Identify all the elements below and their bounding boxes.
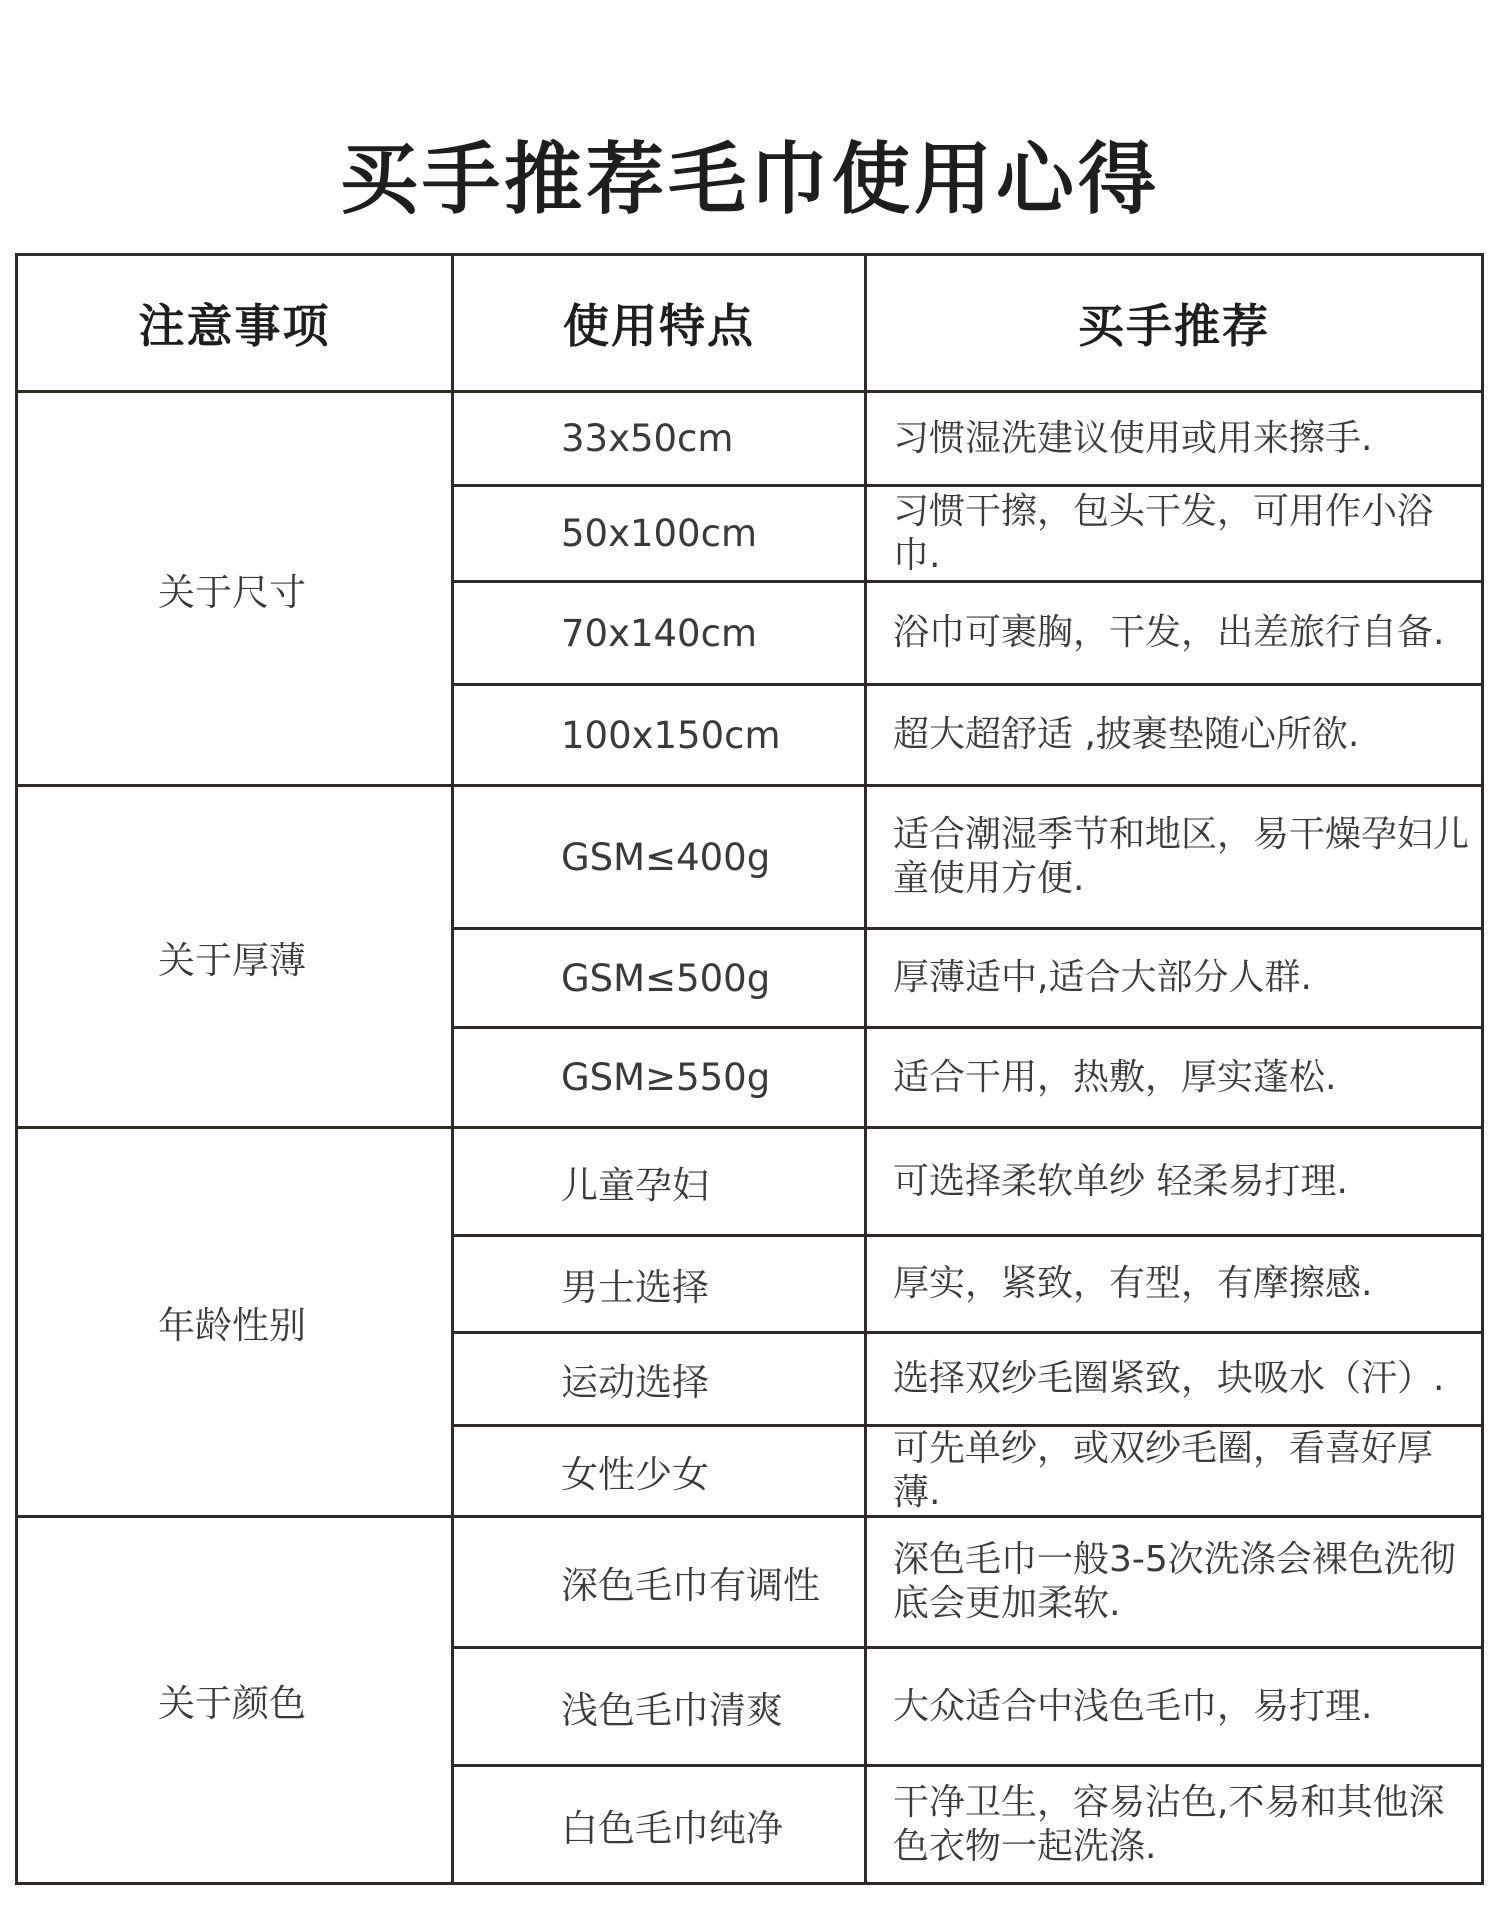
- feature-cell: 运动选择: [453, 1333, 866, 1426]
- recommendation-cell: 习惯干擦，包头干发，可用作小浴巾.: [866, 486, 1483, 582]
- feature-cell: 浅色毛巾清爽: [453, 1648, 866, 1766]
- recommendation-cell: 可选择柔软单纱 轻柔易打理.: [866, 1128, 1483, 1236]
- feature-cell: GSM≤500g: [453, 929, 866, 1028]
- recommendation-cell: 习惯湿洗建议使用或用来擦手.: [866, 392, 1483, 486]
- feature-cell: 白色毛巾纯净: [453, 1766, 866, 1884]
- recommendation-cell: 干净卫生，容易沾色,不易和其他深色衣物一起洗涤.: [866, 1766, 1483, 1884]
- header-recommendation: 买手推荐: [866, 255, 1483, 392]
- recommendation-cell: 浴巾可裹胸，干发，出差旅行自备.: [866, 582, 1483, 685]
- table-row: [17, 392, 1483, 486]
- header-feature: 使用特点: [453, 255, 866, 392]
- recommendation-cell: 适合潮湿季节和地区，易干燥孕妇儿童使用方便.: [866, 786, 1483, 929]
- feature-cell: 儿童孕妇: [453, 1128, 866, 1236]
- recommendation-cell: 适合干用，热敷，厚实蓬松.: [866, 1028, 1483, 1128]
- recommendation-cell: 可先单纱，或双纱毛圈，看喜好厚薄.: [866, 1426, 1483, 1517]
- category-thickness: 关于厚薄: [17, 786, 453, 1128]
- feature-cell: GSM≥550g: [453, 1028, 866, 1128]
- recommendation-cell: 大众适合中浅色毛巾，易打理.: [866, 1648, 1483, 1766]
- table-row: [17, 1128, 1483, 1236]
- recommendation-cell: 厚实，紧致，有型，有摩擦感.: [866, 1236, 1483, 1333]
- feature-cell: 深色毛巾有调性: [453, 1517, 866, 1648]
- header-category: 注意事项: [17, 255, 453, 392]
- category-age-gender: 年龄性别: [17, 1128, 453, 1517]
- feature-cell: GSM≤400g: [453, 786, 866, 929]
- feature-cell: 70x140cm: [453, 582, 866, 685]
- feature-cell: 33x50cm: [453, 392, 866, 486]
- recommendation-cell: 选择双纱毛圈紧致，块吸水（汗）.: [866, 1333, 1483, 1426]
- table-row: [17, 786, 1483, 929]
- category-color: 关于颜色: [17, 1517, 453, 1884]
- feature-cell: 50x100cm: [453, 486, 866, 582]
- recommendation-cell: 深色毛巾一般3-5次洗涤会裸色洗彻底会更加柔软.: [866, 1517, 1483, 1648]
- feature-cell: 男士选择: [453, 1236, 866, 1333]
- feature-cell: 女性少女: [453, 1426, 866, 1517]
- feature-cell: 100x150cm: [453, 685, 866, 786]
- table-row: [17, 1517, 1483, 1648]
- recommendation-cell: 超大超舒适 ,披裹垫随心所欲.: [866, 685, 1483, 786]
- category-size: 关于尺寸: [17, 392, 453, 786]
- usage-tips-table: [15, 253, 1484, 1885]
- page-title: 买手推荐毛巾使用心得: [339, 135, 1160, 226]
- table-header-row: [17, 255, 1483, 392]
- recommendation-cell: 厚薄适中,适合大部分人群.: [866, 929, 1483, 1028]
